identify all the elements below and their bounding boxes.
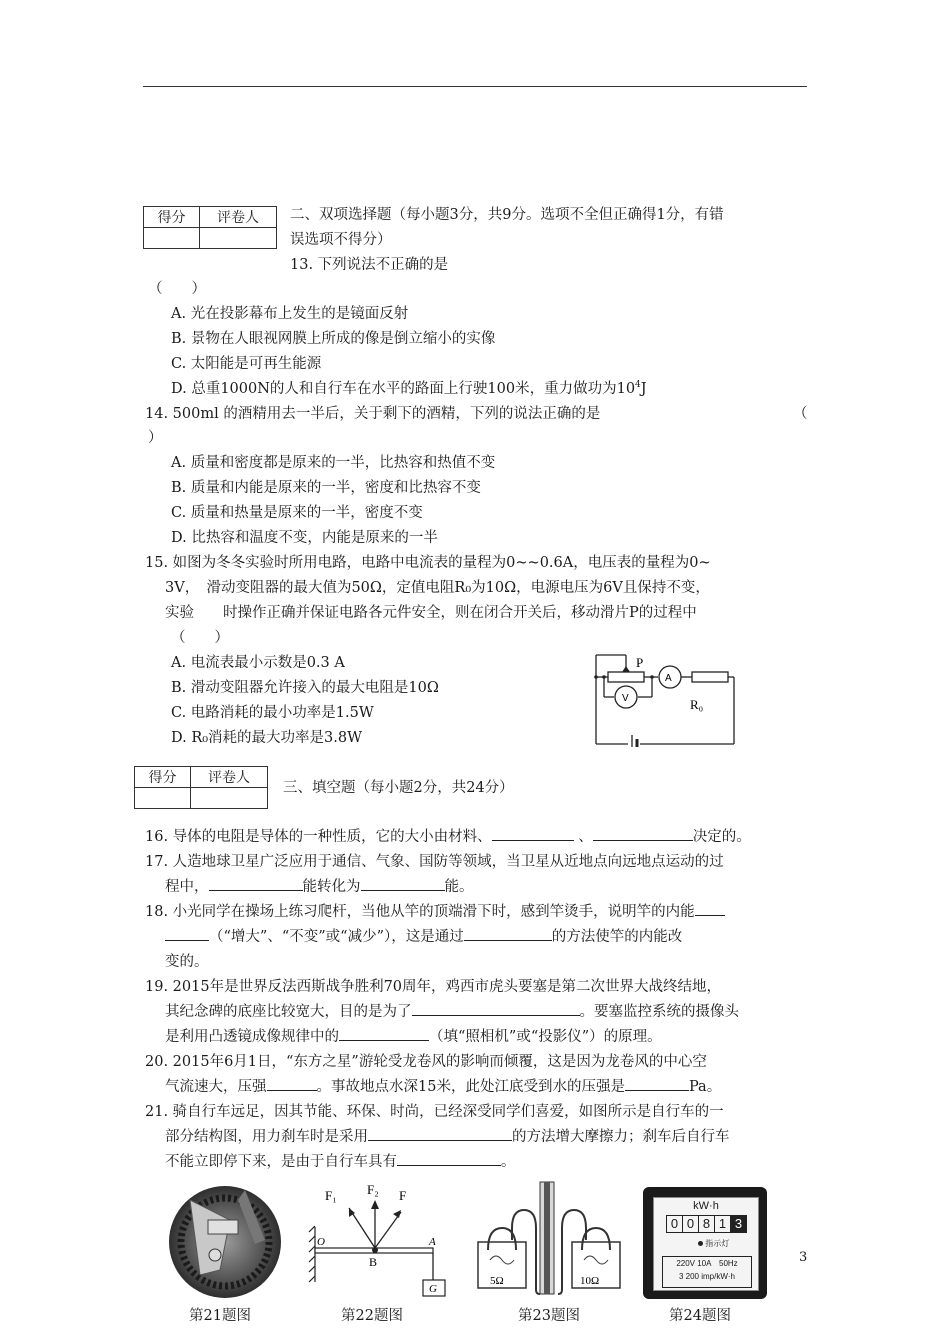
- fig23-r1-label: 5Ω: [490, 1275, 504, 1287]
- q20-text-2a: 气流速大，压强: [165, 1079, 267, 1095]
- fig23-r2-label: 10Ω: [580, 1275, 600, 1287]
- meter-digit: 8: [699, 1216, 715, 1232]
- fig23-u-tube-heating-diagram: [466, 1180, 636, 1300]
- meter-spec-line1: 220V 10A 50Hz: [676, 1259, 738, 1268]
- meter-unit: kW·h: [693, 1200, 719, 1212]
- q13-d-main: D. 总重1000N的人和自行车在水平的路面上行驶100米，重力做功为10: [171, 381, 636, 397]
- score-table-section3: [134, 766, 268, 809]
- q21-text-3a: 不能立即停下来，是由于自行车具有: [165, 1154, 397, 1170]
- q18-line1: [145, 900, 725, 921]
- fig22-o-label: O: [317, 1236, 325, 1248]
- q13-d-unit: J: [640, 381, 647, 397]
- q14-option-c: C. 质量和热量是原来的一半，密度不变: [171, 505, 423, 521]
- q19-line2: [165, 1000, 739, 1021]
- q20-blank-1[interactable]: [267, 1076, 317, 1091]
- q14-paren-close: ）: [148, 430, 163, 446]
- q15-paren: （ ）: [171, 630, 229, 646]
- meter-indicator-label: 指示灯: [705, 1239, 730, 1248]
- q17-blank-2[interactable]: [361, 876, 445, 891]
- q14-stem: 14. 500ml 的酒精用去一半后，关于剩下的酒精，下列的说法正确的是: [145, 406, 601, 422]
- fig22-a-label: A: [429, 1236, 436, 1248]
- circuit-label-p: P: [636, 655, 644, 670]
- fig22-b-label: B: [369, 1255, 378, 1269]
- section3-heading: 三、填空题（每小题2分，共24分）: [283, 780, 514, 796]
- meter-digit-last: 3: [731, 1216, 746, 1232]
- meter-digits: [666, 1215, 747, 1233]
- q17-text-b: 能转化为: [302, 879, 361, 895]
- q21-text-2b: 的方法增大摩擦力；刹车后自行车: [512, 1129, 730, 1145]
- q17-blank-1[interactable]: [209, 876, 303, 891]
- q20-text-2b: 。事故地点水深15米，此处江底受到水的压强是: [316, 1079, 625, 1095]
- q19-line1: 19. 2015年是世界反法西斯战争胜利70周年，鸡西市虎头要塞是第二次世界大战终结地，: [145, 979, 722, 995]
- q16-blank-2[interactable]: [593, 826, 693, 841]
- fig21-bicycle-brake-photo: [150, 1180, 300, 1300]
- q19-text-3b: （填“照相机”或“投影仪”）的原理。: [429, 1029, 662, 1045]
- q19-line3: [165, 1025, 662, 1046]
- fig22-f2-label: F₂: [367, 1182, 379, 1197]
- meter-digit: 1: [715, 1216, 731, 1232]
- q20-blank-2[interactable]: [625, 1076, 689, 1091]
- q18-blank-1a[interactable]: [695, 901, 725, 916]
- meter-face: [653, 1197, 759, 1291]
- fig23-caption: 第23题图: [518, 1308, 580, 1324]
- q19-blank-1[interactable]: [412, 1001, 580, 1016]
- reviewer-cell[interactable]: [190, 788, 267, 809]
- q15-circuit-diagram: [588, 652, 738, 747]
- q14-paren-open: （: [793, 406, 808, 422]
- page-number: 3: [799, 1250, 808, 1265]
- fig22-f-label: F: [399, 1188, 407, 1203]
- q15-option-b: B. 滑动变阻器允许接入的最大电阻是10Ω: [171, 680, 439, 696]
- q19-text-3a: 是利用凸透镜成像规律中的: [165, 1029, 339, 1045]
- circuit-r0-label: R₀: [690, 697, 704, 712]
- q13-option-d: [171, 377, 647, 398]
- q15-option-c: C. 电路消耗的最小功率是1.5W: [171, 705, 374, 721]
- reviewer-label: 评卷人: [190, 767, 267, 788]
- q15-line2: 3V， 滑动变阻器的最大值为50Ω，定值电阻R₀为10Ω，电源电压为6V且保持不变，: [165, 580, 710, 596]
- q16-text-b: 、: [578, 829, 593, 845]
- fig22-lever-diagram: [305, 1182, 455, 1300]
- q18-line3: 变的。: [165, 954, 209, 970]
- indicator-light-icon: [698, 1241, 703, 1246]
- fig24-electricity-meter: [643, 1187, 767, 1299]
- circuit-voltmeter-label: V: [622, 693, 629, 704]
- q20-text-2c: Pa。: [688, 1079, 722, 1095]
- q13-option-b: B. 景物在人眼视网膜上所成的像是倒立缩小的实像: [171, 331, 496, 347]
- meter-spec-box: [662, 1256, 752, 1288]
- q15-line3: 实验 时操作正确并保证电路各元件安全，则在闭合开关后，移动滑片P的过程中: [165, 605, 697, 621]
- q19-blank-2[interactable]: [339, 1026, 429, 1041]
- q16: [145, 825, 751, 846]
- q20-line2: [165, 1075, 721, 1096]
- q15-option-d: D. R₀消耗的最大功率是3.8W: [171, 730, 363, 746]
- score-table-section2: [143, 206, 277, 249]
- q21-line2: [165, 1125, 730, 1146]
- q21-text-2a: 部分结构图，用力刹车时是采用: [165, 1129, 368, 1145]
- score-label: 得分: [144, 207, 200, 228]
- reviewer-label: 评卷人: [199, 207, 276, 228]
- q18-text-1: 18. 小光同学在操场上练习爬杆，当他从竿的顶端滑下时，感到竿烫手，说明竿的内能: [145, 904, 695, 920]
- q17-text-a: 程中，: [165, 879, 209, 895]
- q21-line1: 21. 骑自行车远足，因其节能、环保、时尚，已经深受同学们喜爱，如图所示是自行车的一: [145, 1104, 724, 1120]
- q15-option-a: A. 电流表最小示数是0.3 A: [171, 655, 345, 671]
- meter-digit: 0: [683, 1216, 699, 1232]
- q14-option-d: D. 比热容和温度不变，内能是原来的一半: [171, 530, 438, 546]
- fig21-caption: 第21题图: [189, 1308, 251, 1324]
- q21-blank-1[interactable]: [368, 1126, 512, 1141]
- q15-line1: 15. 如图为冬冬实验时所用电路，电路中电流表的量程为0~~0.6A，电压表的量程为0~: [145, 555, 711, 571]
- q17-text-c: 能。: [444, 879, 474, 895]
- q16-blank-1[interactable]: [492, 826, 574, 841]
- q13-paren: （ ）: [148, 281, 206, 297]
- q21-text-3b: 。: [501, 1154, 516, 1170]
- q18-line2: [165, 925, 682, 946]
- q19-text-2b: 。要塞监控系统的摄像头: [579, 1004, 739, 1020]
- q19-text-2a: 其纪念碑的底座比较宽大，目的是为了: [165, 1004, 412, 1020]
- q16-text-a: 16. 导体的电阻是导体的一种性质，它的大小由材料、: [145, 829, 492, 845]
- meter-indicator: [698, 1238, 729, 1249]
- score-cell[interactable]: [144, 228, 200, 249]
- q21-line3: [165, 1150, 516, 1171]
- section2-heading-line1: 二、双项选择题（每小题3分，共9分。选项不全但正确得1分，有错: [290, 207, 724, 223]
- fig22-f1-label: F₁: [325, 1188, 337, 1203]
- q14-option-a: A. 质量和密度都是原来的一半，比热容和热值不变: [171, 455, 496, 471]
- q21-blank-2[interactable]: [397, 1151, 501, 1166]
- q18-blank-1b[interactable]: [165, 926, 209, 941]
- section2-heading-line2: 误选项不得分）: [290, 232, 392, 248]
- header-rule: [143, 86, 807, 87]
- q13-option-a: A. 光在投影幕布上发生的是镜面反射: [171, 306, 409, 322]
- q17-line2: [165, 875, 474, 896]
- reviewer-cell[interactable]: [199, 228, 276, 249]
- q16-text-c: 决定的。: [692, 829, 751, 845]
- q18-blank-2[interactable]: [464, 926, 552, 941]
- q17-line1: 17. 人造地球卫星广泛应用于通信、气象、国防等领域，当卫星从近地点向远地点运动的过: [145, 854, 724, 870]
- score-label: 得分: [135, 767, 191, 788]
- q13-stem: 13. 下列说法不正确的是: [290, 257, 449, 273]
- meter-spec-line2: 3 200 imp/kW·h: [678, 1272, 736, 1281]
- q18-text-2b: 的方法使竿的内能改: [551, 929, 683, 945]
- q14-option-b: B. 质量和内能是原来的一半，密度和比热容不变: [171, 480, 481, 496]
- q13-d-exp: 4: [635, 380, 641, 391]
- meter-digit: 0: [667, 1216, 683, 1232]
- fig24-caption: 第24题图: [669, 1308, 731, 1324]
- circuit-ammeter-label: A: [665, 673, 672, 684]
- score-cell[interactable]: [135, 788, 191, 809]
- fig22-g-label: G: [429, 1283, 437, 1295]
- q13-option-c: C. 太阳能是可再生能源: [171, 356, 322, 372]
- q18-text-2a: （“增大”、“不变”或“减少”），这是通过: [209, 929, 464, 945]
- q20-line1: 20. 2015年6月1日，“东方之星”游轮受龙卷风的影响而倾覆，这是因为龙卷风的中心空: [145, 1054, 707, 1070]
- fig22-caption: 第22题图: [341, 1308, 403, 1324]
